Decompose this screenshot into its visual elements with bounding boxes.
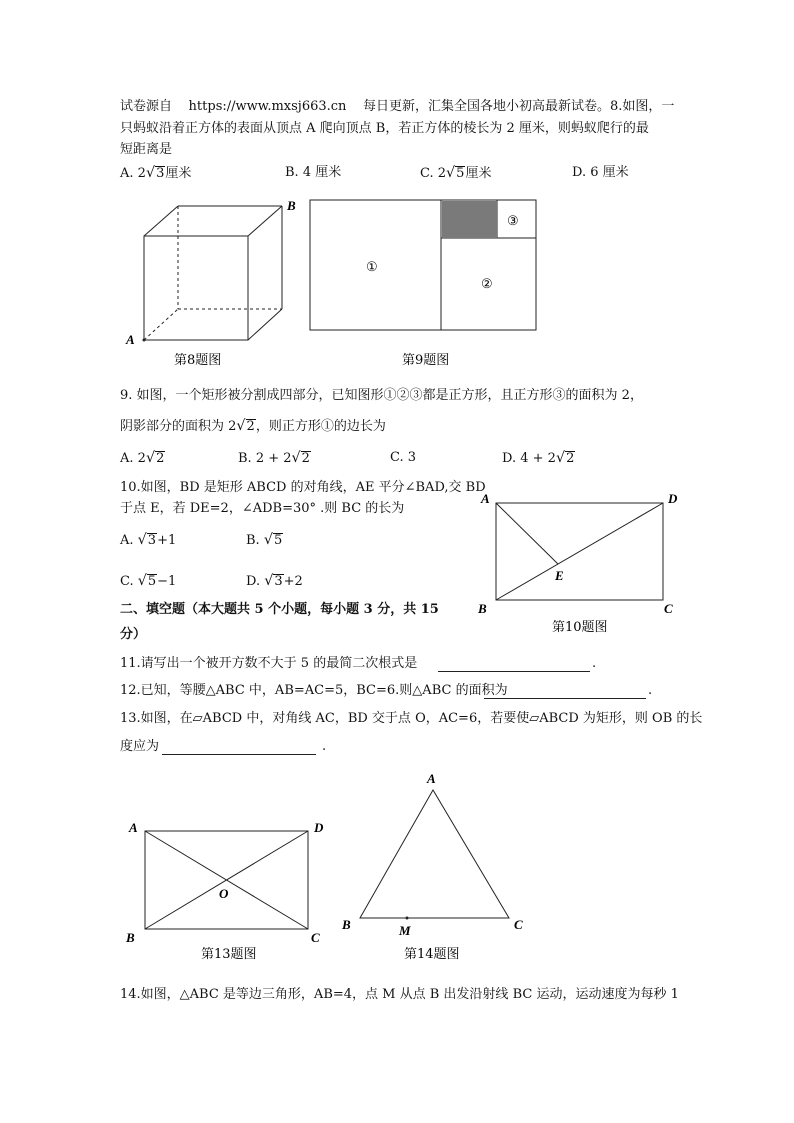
- q9-option-b: B. 2 + 2√2: [238, 450, 310, 466]
- section-2-line-1: 二、填空题（本大题共 5 个小题，每小题 3 分，共 15: [120, 602, 439, 617]
- q12-text: 12.已知，等腰△ABC 中，AB=AC=5，BC=6.则△ABC 的面积为: [120, 683, 508, 698]
- fig13-label-c: C: [311, 930, 320, 945]
- region-1-label: ①: [366, 260, 378, 275]
- q13-line-2: 度应为: [120, 739, 160, 754]
- q10-option-c: C. √5−1: [120, 573, 177, 589]
- q9-option-a: A. 2√2: [120, 450, 165, 466]
- figure-9-caption: 第9题图: [402, 353, 450, 368]
- figure-8-caption: 第8题图: [174, 353, 222, 368]
- q9-line-2: 阴影部分的面积为 2√2，则正方形①的边长为: [120, 418, 386, 434]
- figure-14-caption: 第14题图: [404, 947, 460, 962]
- fig14-label-a: A: [427, 771, 436, 786]
- q10-option-d: D. √3+2: [246, 573, 303, 589]
- section-2-line-2: 分）: [120, 627, 147, 642]
- q8-option-d: D. 6 厘米: [572, 165, 629, 180]
- fig10-label-a: A: [481, 491, 490, 506]
- fig13-label-b: B: [126, 930, 135, 945]
- q10-line-2: 于点 E，若 DE=2，∠ADB=30° .则 BC 的长为: [120, 501, 405, 516]
- q11-text: 11.请写出一个被开方数不大于 5 的最简二次根式是: [120, 656, 418, 671]
- fig14-label-b: B: [342, 917, 351, 932]
- q10-line-1: 10.如图，BD 是矩形 ABCD 的对角线，AE 平分∠BAD,交 BD: [120, 480, 486, 495]
- q9-line-1: 9. 如图，一个矩形被分割成四部分，已知图形①②③都是正方形，且正方形③的面积为 2，: [120, 388, 643, 403]
- q13-line-1: 13.如图，在▱ABCD 中，对角线 AC，BD 交于点 O，AC=6，若要使▱ABCD 为矩形，则 OB 的长: [120, 711, 703, 726]
- q8-option-a: A. 2√3厘米: [120, 165, 192, 181]
- fig10-label-c: C: [664, 601, 673, 616]
- q9-option-c: C. 3: [390, 450, 417, 465]
- fig14-label-m: M: [399, 923, 411, 938]
- fig10-label-e: E: [555, 568, 564, 583]
- q10-option-a: A. √3+1: [120, 532, 177, 548]
- fig13-label-d: D: [314, 820, 324, 835]
- q9-option-d: D. 4 + 2√2: [502, 450, 575, 466]
- region-2-label: ②: [481, 277, 493, 292]
- fig10-label-d: D: [668, 491, 678, 506]
- cube-label-a: A: [126, 332, 135, 347]
- source-note: 每日更新，汇集全国各地小初高最新试卷。8.如图，一: [362, 99, 675, 114]
- q8-line-2: 只蚂蚁沿着正方体的表面从顶点 A 爬向顶点 B，若正方体的棱长为 2 厘米，则蚂蚁爬行的最: [120, 121, 649, 136]
- source-url[interactable]: https://www.mxsj663.cn: [188, 99, 347, 114]
- q8-option-c: C. 2√5厘米: [420, 165, 492, 181]
- fig13-label-a: A: [129, 820, 138, 835]
- source-label: 试卷源自: [120, 99, 173, 114]
- q11-end: .: [592, 656, 597, 671]
- fig14-label-c: C: [514, 917, 523, 932]
- q8-line-3: 短距离是: [120, 142, 173, 157]
- q12-end: .: [648, 683, 653, 698]
- q14-text: 14.如图，△ABC 是等边三角形，AB=4，点 M 从点 B 出发沿射线 BC 运动，运动速度为每秒 1: [120, 987, 679, 1002]
- q10-option-b: B. √5: [246, 532, 283, 548]
- q13-end: .: [322, 739, 327, 754]
- figure-10-caption: 第10题图: [552, 620, 608, 635]
- region-3-label: ③: [507, 214, 519, 229]
- fig13-label-o: O: [219, 886, 229, 901]
- q8-option-b: B. 4 厘米: [285, 165, 342, 180]
- figure-13-caption: 第13题图: [201, 947, 257, 962]
- cube-label-b: B: [287, 198, 296, 213]
- fig10-label-b: B: [478, 601, 487, 616]
